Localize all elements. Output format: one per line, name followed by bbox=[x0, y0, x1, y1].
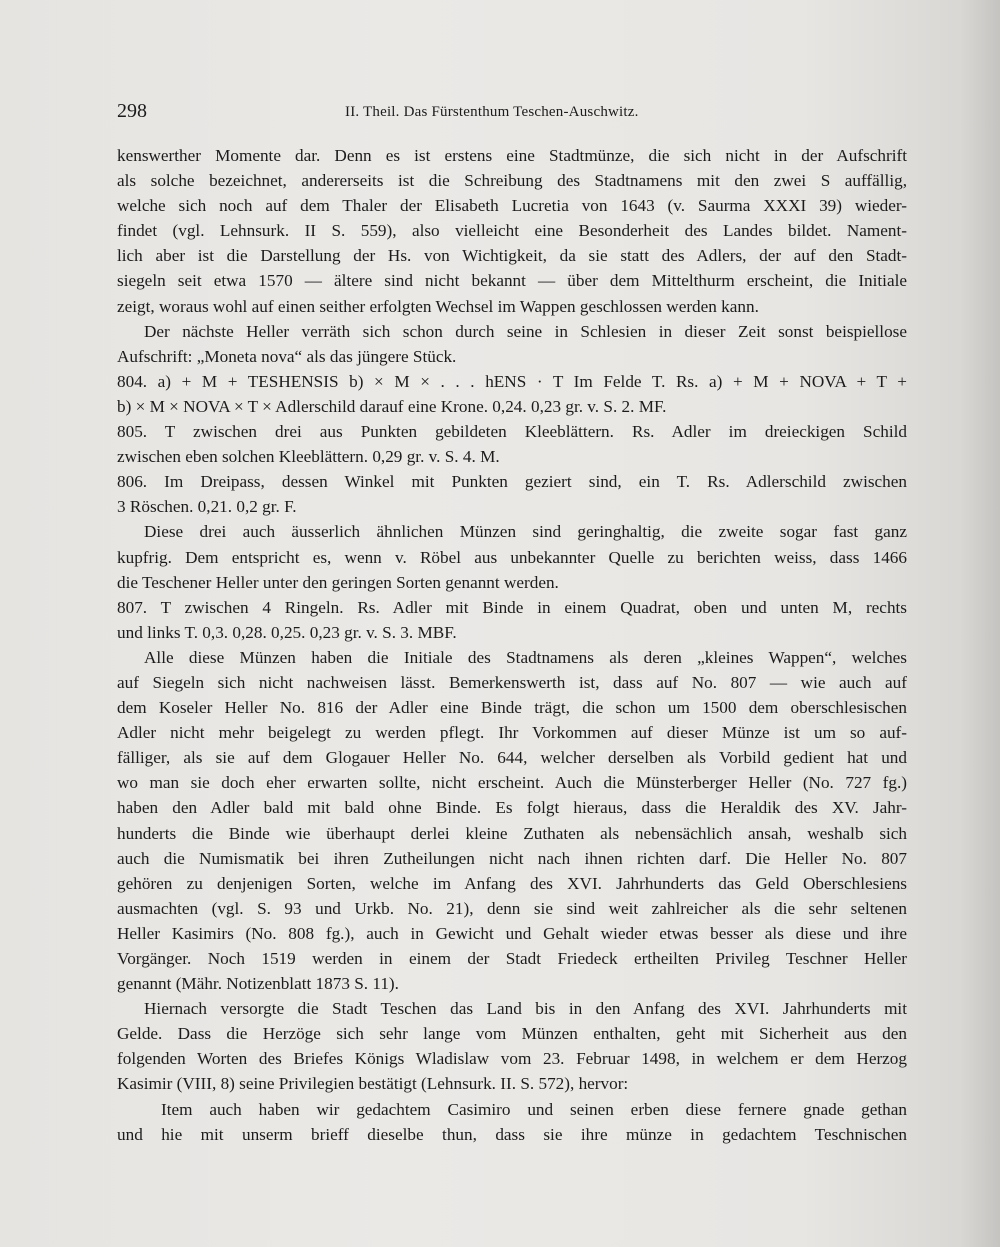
text-line: Diese drei auch äusserlich ähnlichen Münzen sind geringhaltig, die zweite sogar fast ganz bbox=[144, 522, 907, 542]
text-line: Der nächste Heller verräth sich schon durch seine in Schlesien in dieser Zeit sonst beispiellose bbox=[144, 321, 907, 341]
text-line: Gelde. Dass die Herzöge sich sehr lange vom Münzen enthalten, geht mit Sicherheit aus den bbox=[117, 1024, 907, 1044]
body-text bbox=[117, 143, 907, 1147]
page-header bbox=[117, 100, 907, 126]
text-line: genannt (Mähr. Notizenblatt 1873 S. 11). bbox=[117, 974, 399, 994]
text-line: welche sich noch auf dem Thaler der Elisabeth Lucretia von 1643 (v. Saurma XXXI 39) wieder- bbox=[117, 196, 907, 216]
text-line: die Teschener Heller unter den geringen Sorten genannt werden. bbox=[117, 572, 559, 592]
catalog-entry-804: 804. a) + M + TESHENSIS b) × M × . . . hENS · T Im Felde T. Rs. a) + M + NOVA + T + bbox=[117, 371, 907, 391]
text-line: fälliger, als sie auf dem Glogauer Heller No. 644, welcher derselben als Vorbild gedient hat und bbox=[117, 748, 907, 768]
text-line: Kasimir (VIII, 8) seine Privilegien bestätigt (Lehnsurk. II. S. 572), hervor: bbox=[117, 1074, 629, 1094]
text-line: gehören zu denjenigen Sorten, welche im Anfang des XVI. Jahrhunderts das Geld Oberschlesiens bbox=[117, 873, 907, 893]
text-line: Adler nicht mehr beigelegt zu werden pflegt. Ihr Vorkommen auf dieser Münze ist um so auf- bbox=[117, 723, 907, 743]
text-line: als solche bezeichnet, andererseits ist die Schreibung des Stadtnamens mit den zwei S auffällig, bbox=[117, 171, 907, 191]
text-line: kupfrig. Dem entspricht es, wenn v. Röbel aus unbekannter Quelle zu berichten weiss, dass 1466 bbox=[117, 547, 907, 567]
text-line: kenswerther Momente dar. Denn es ist erstens eine Stadtmünze, die sich nicht in der Aufschrift bbox=[117, 146, 907, 165]
text-line: wo man sie doch eher erwarten sollte, nicht erscheint. Auch die Münsterberger Heller (No. 727 fg.) bbox=[117, 773, 907, 793]
text-line: folgenden Worten des Briefes Königs Wladislaw vom 23. Februar 1498, in welchem er dem Herzog bbox=[117, 1049, 907, 1069]
text-line: und links T. 0,3. 0,28. 0,25. 0,23 gr. v. S. 3. MBF. bbox=[117, 622, 457, 642]
text-line: Aufschrift: „Moneta nova“ als das jüngere Stück. bbox=[117, 346, 457, 366]
text-line: ausmachten (vgl. S. 93 und Urkb. No. 21), denn sie sind weit zahlreicher als die sehr seltenen bbox=[117, 898, 907, 918]
text-line: Vorgänger. Noch 1519 werden in einem der Stadt Friedeck ertheilten Privileg Teschner Heller bbox=[117, 949, 907, 968]
text-line: hunderts die Binde wie überhaupt derlei kleine Zuthaten als nebensächlich ansah, weshalb sich bbox=[117, 823, 907, 843]
text-line: Alle diese Münzen haben die Initiale des Stadtnamens als deren „kleines Wappen“, welches bbox=[144, 647, 907, 667]
text-line: lich aber ist die Darstellung der Hs. von Wichtigkeit, da sie statt des Adlers, der auf den Stadt- bbox=[117, 246, 907, 266]
catalog-entry-805: 805. T zwischen drei aus Punkten gebildeten Kleeblättern. Rs. Adler im dreieckigen Schild bbox=[117, 422, 907, 442]
page-edge-shadow bbox=[960, 0, 1000, 1247]
running-title: II. Theil. Das Fürstenthum Teschen-Auschwitz. bbox=[345, 104, 639, 120]
catalog-entry-807: 807. T zwischen 4 Ringeln. Rs. Adler mit Binde in einem Quadrat, oben und unten M, rechts bbox=[117, 597, 907, 617]
text-line: b) × M × NOVA × T × Adlerschild darauf eine Krone. 0,24. 0,23 gr. v. S. 2. MF. bbox=[117, 396, 667, 416]
text-line: findet (vgl. Lehnsurk. II S. 559), also vielleicht eine Besonderheit des Landes bildet. Nament- bbox=[117, 221, 907, 241]
text-line: siegeln seit etwa 1570 — ältere sind nicht bekannt — über dem Mittelthurm erscheint, die Initiale bbox=[117, 271, 907, 291]
text-line: auch die Numismatik bei ihren Zutheilungen nicht nach ihnen richten darf. Die Heller No. 807 bbox=[117, 848, 907, 868]
text-line: Heller Kasimirs (No. 808 fg.), auch in Gewicht und Gehalt wieder etwas besser als diese und ihre bbox=[117, 923, 907, 943]
text-line: 3 Röschen. 0,21. 0,2 gr. F. bbox=[117, 497, 297, 517]
text-line: zwischen eben solchen Kleeblättern. 0,29 gr. v. S. 4. M. bbox=[117, 447, 500, 467]
quote-line: Item auch haben wir gedachtem Casimiro und seinen erben diese fernere gnade gethan bbox=[161, 1099, 907, 1119]
text-line: Hiernach versorgte die Stadt Teschen das Land bis in den Anfang des XVI. Jahrhunderts mit bbox=[144, 999, 907, 1019]
text-line: zeigt, woraus wohl auf einen seither erfolgten Wechsel im Wappen geschlossen werden kann. bbox=[117, 296, 759, 316]
text-line: dem Koseler Heller No. 816 der Adler eine Binde trägt, die schon um 1500 dem oberschlesischen bbox=[117, 698, 907, 718]
catalog-entry-806: 806. Im Dreipass, dessen Winkel mit Punkten geziert sind, ein T. Rs. Adlerschild zwischen bbox=[117, 472, 907, 492]
quote-line: und hie mit unserm brieff dieselbe thun, dass sie ihre münze in gedachtem Teschnischen bbox=[117, 1124, 907, 1144]
page-number: 298 bbox=[117, 100, 147, 122]
text-line: auf Siegeln sich nicht nachweisen lässt. Bemerkenswerth ist, dass auf No. 807 — wie auch auf bbox=[117, 672, 907, 692]
text-line: haben den Adler bald mit bald ohne Binde. Es folgt hieraus, dass die Heraldik des XV. Jahr- bbox=[117, 798, 907, 818]
